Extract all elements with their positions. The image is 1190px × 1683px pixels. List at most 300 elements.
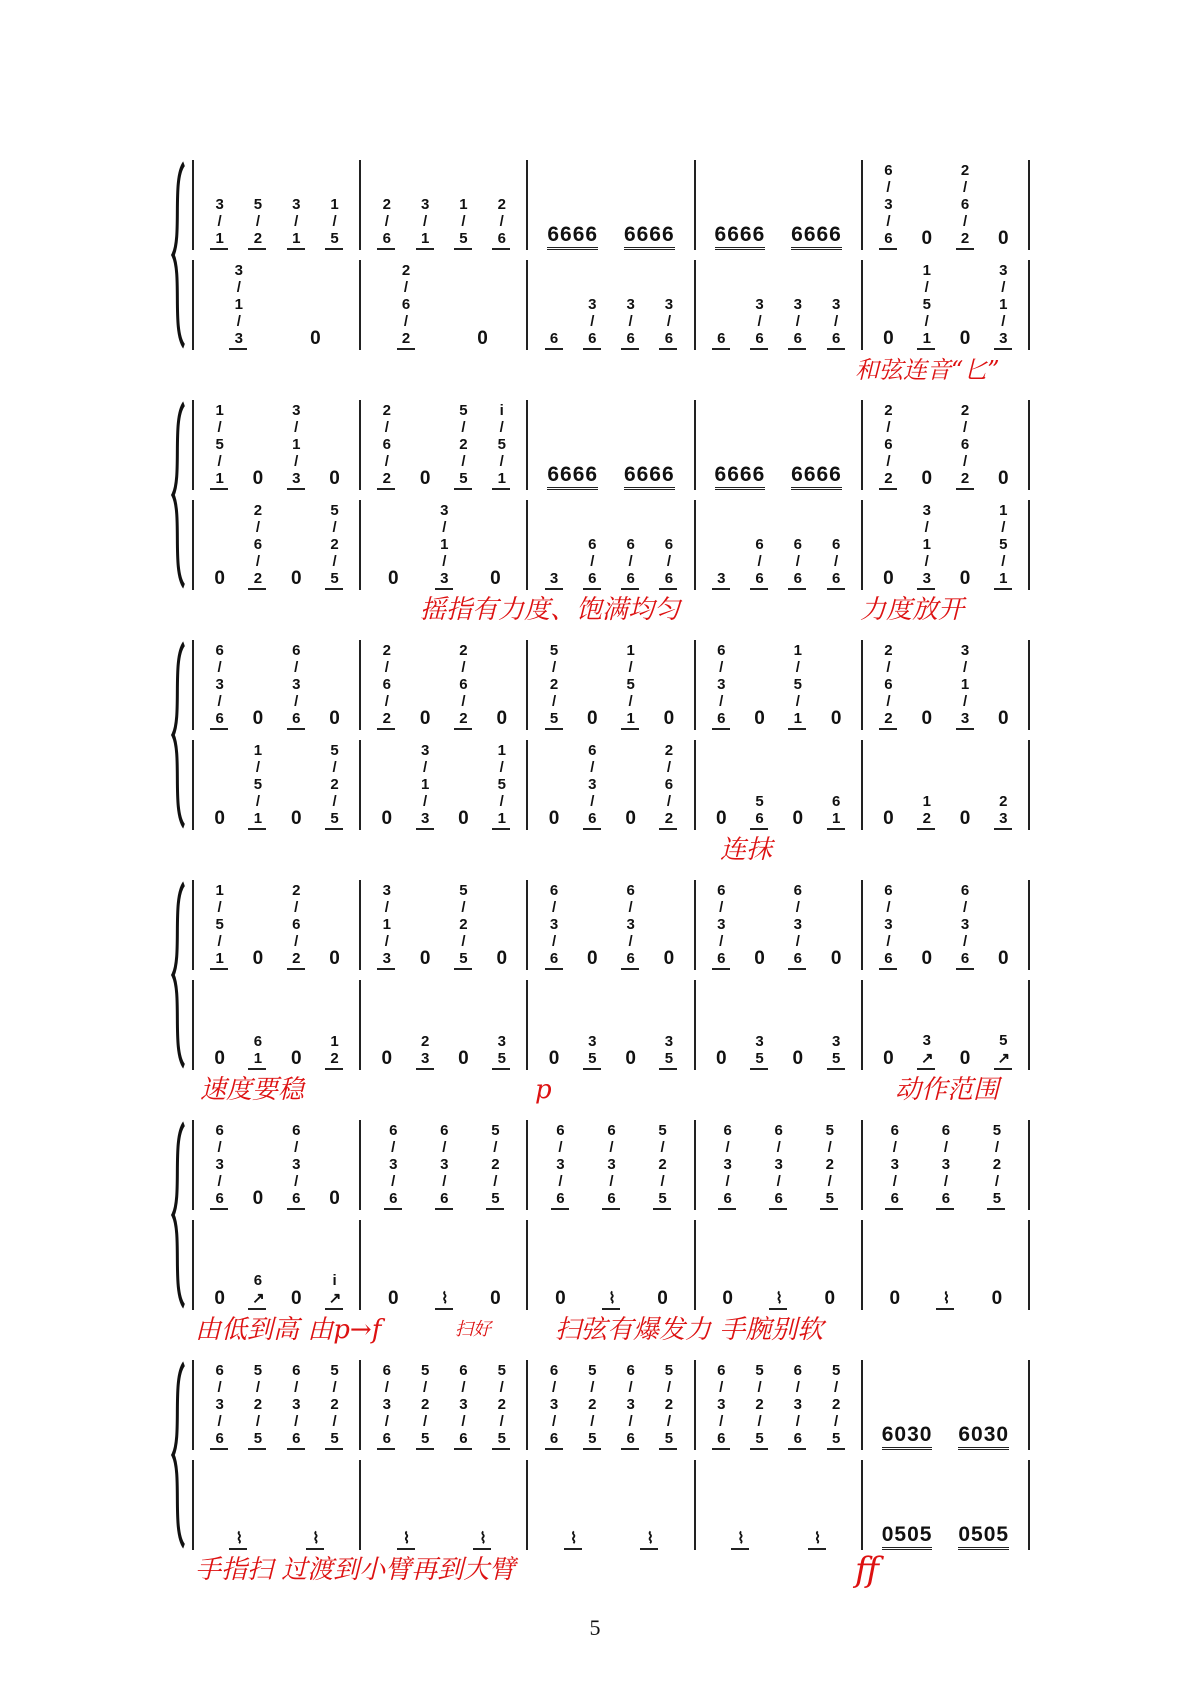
measure	[526, 1460, 693, 1550]
note-column: 6/3/6	[712, 642, 730, 730]
note-column: 0	[992, 948, 1014, 969]
note-column: 5/2/5	[659, 1362, 677, 1450]
note-column: 0	[414, 708, 436, 729]
note-column: 6/3/6	[602, 1122, 620, 1210]
lower-staff	[192, 500, 1030, 590]
note-column: 6/6	[788, 536, 806, 590]
note-column: ⌇	[602, 1289, 620, 1310]
note-column: 0	[787, 1048, 809, 1069]
note-column: 0	[954, 1048, 976, 1069]
note-column: 2/6/2	[377, 642, 395, 730]
note-column: 5/2/5	[454, 402, 472, 490]
brace-icon	[170, 1120, 188, 1310]
note-column: 6/6	[583, 536, 601, 590]
score-system	[170, 400, 1030, 590]
note-column: 23	[994, 793, 1012, 830]
annotation: 手指扫 过渡到小臂再到大臂	[195, 1555, 516, 1585]
lower-staff	[192, 740, 1030, 830]
note-column: 3	[712, 570, 730, 590]
note-column: ⌇	[229, 1529, 247, 1550]
note-column: 6/3/6	[936, 1122, 954, 1210]
note-group: 6666	[791, 223, 842, 250]
measure	[192, 1460, 359, 1550]
note-column: 0	[992, 708, 1014, 729]
note-column: 3/1/3	[377, 882, 395, 970]
note-column: 5/2/5	[248, 1362, 266, 1450]
note-column: 6/3/6	[788, 1362, 806, 1450]
note-column: 3/6	[788, 296, 806, 350]
note-column: 0	[986, 1288, 1008, 1309]
note-column: 3	[545, 570, 563, 590]
note-column: 6/3/6	[287, 1362, 305, 1450]
note-column: 6/6	[659, 536, 677, 590]
note-column: 5/2/5	[820, 1122, 838, 1210]
note-column: 23	[416, 1033, 434, 1070]
note-column: 0	[658, 948, 680, 969]
note-column: 6/3/6	[210, 642, 228, 730]
note-column: 0	[414, 948, 436, 969]
note-column: 1/5/1	[248, 742, 266, 830]
note-column: ⌇	[564, 1529, 582, 1550]
note-column: 6/3/6	[712, 1362, 730, 1450]
note-column: 0	[382, 1288, 404, 1309]
score-system	[170, 640, 1030, 830]
measure	[861, 400, 1030, 490]
note-column: 5/2/5	[486, 1122, 504, 1210]
note-column: 2/6/2	[659, 742, 677, 830]
measure	[861, 1460, 1030, 1550]
note-column: 0	[652, 1288, 674, 1309]
note-column: 6/3/6	[545, 1362, 563, 1450]
note-column: 1/5/1	[210, 402, 228, 490]
upper-staff	[192, 160, 1030, 250]
note-column: 0	[954, 328, 976, 349]
note-column: 3/1/3	[287, 402, 305, 490]
note-column: ⌇	[731, 1529, 749, 1550]
measure	[359, 880, 526, 970]
note-column: 0	[452, 808, 474, 829]
note-column: 6/3/6	[885, 1122, 903, 1210]
note-column: 3/6	[583, 296, 601, 350]
note-column: 0	[954, 568, 976, 589]
note-column: 0	[376, 808, 398, 829]
note-column: 6	[712, 330, 730, 350]
note-column: 1/5	[325, 196, 343, 250]
note-column: 6/3/6	[210, 1362, 228, 1450]
note-group: 6666	[547, 463, 598, 490]
note-column: ⌇	[306, 1529, 324, 1550]
note-column: 0	[710, 808, 732, 829]
brace-icon	[170, 640, 188, 830]
measure	[861, 740, 1030, 830]
annotation: 力度放开	[860, 595, 965, 625]
note-column: 0	[916, 708, 938, 729]
note-column: ⌇	[936, 1289, 954, 1310]
note-column: ⌇	[435, 1289, 453, 1310]
note-column: 0	[543, 1048, 565, 1069]
measure	[359, 740, 526, 830]
note-column: 0	[247, 1188, 269, 1209]
note-column: 35	[659, 1033, 677, 1070]
note-group: 6666	[624, 463, 675, 490]
note-column: 6/3/6	[377, 1362, 395, 1450]
note-group: 6666	[547, 223, 598, 250]
note-group: 6030	[882, 1423, 933, 1450]
annotation: 由低到高 由p→f	[195, 1315, 382, 1345]
brace-icon	[170, 880, 188, 1070]
note-column: 1/5/1	[917, 262, 935, 350]
note-column: 3/1	[416, 196, 434, 250]
note-column: 0	[749, 708, 771, 729]
note-column: 0	[916, 228, 938, 249]
note-column: 0	[581, 708, 603, 729]
note-column: 6/3/6	[287, 1122, 305, 1210]
note-column: 2/6/2	[287, 882, 305, 970]
measure	[192, 880, 359, 970]
measure	[861, 160, 1030, 250]
note-column: 0	[658, 708, 680, 729]
note-group: 6030	[958, 1423, 1009, 1450]
note-column: 5/2/5	[827, 1362, 845, 1450]
measure	[192, 980, 359, 1070]
note-column: 0	[285, 1288, 307, 1309]
note-column: 1/5	[454, 196, 472, 250]
measure	[526, 880, 693, 970]
measure	[359, 400, 526, 490]
measure	[526, 1220, 693, 1310]
note-column: 0	[787, 808, 809, 829]
note-column: 5/2/5	[653, 1122, 671, 1210]
measure	[359, 1220, 526, 1310]
note-column: 6/3/6	[879, 162, 897, 250]
note-column: 3/6	[827, 296, 845, 350]
note-column: 35	[827, 1033, 845, 1070]
measure	[359, 160, 526, 250]
note-column: 3/1/3	[435, 502, 453, 590]
note-column: 0	[620, 808, 642, 829]
note-column: 12	[325, 1033, 343, 1070]
note-column: 1/5/1	[210, 882, 228, 970]
annotation: 和弦连音“匕”	[855, 356, 1000, 384]
measure	[526, 1360, 693, 1450]
note-column: 6/3/6	[435, 1122, 453, 1210]
note-column: 0	[749, 948, 771, 969]
note-column: 0	[884, 1288, 906, 1309]
note-column: 0	[382, 568, 404, 589]
measure	[192, 500, 359, 590]
measure	[526, 500, 693, 590]
note-column: 5/2/5	[325, 1362, 343, 1450]
note-column: 2/6/2	[454, 642, 472, 730]
note-group: 6666	[715, 223, 766, 250]
upper-staff	[192, 1120, 1030, 1210]
note-column: ⌇	[473, 1529, 491, 1550]
note-column: 0	[581, 948, 603, 969]
measure	[861, 260, 1030, 350]
lower-staff	[192, 1220, 1030, 1310]
measure	[526, 980, 693, 1070]
measure	[694, 1120, 861, 1210]
brace-icon	[170, 1360, 188, 1550]
note-group: 6666	[624, 223, 675, 250]
annotation: 速度要稳	[200, 1075, 305, 1105]
note-column: 0	[304, 328, 326, 349]
note-column: 0	[247, 948, 269, 969]
annotation: 连抹	[720, 835, 773, 865]
note-column: 5/2/5	[416, 1362, 434, 1450]
note-column: 6/3/6	[788, 882, 806, 970]
note-column: 0	[484, 568, 506, 589]
note-column: 3/1	[210, 196, 228, 250]
note-column: 5/2/5	[750, 1362, 768, 1450]
note-column: 0	[376, 1048, 398, 1069]
note-column: 6/3/6	[384, 1122, 402, 1210]
upper-staff	[192, 400, 1030, 490]
measure	[694, 500, 861, 590]
annotation: 扫好	[455, 1319, 491, 1340]
measure	[359, 1460, 526, 1550]
note-column: 61	[827, 793, 845, 830]
note-column: 0	[620, 1048, 642, 1069]
measure	[694, 1460, 861, 1550]
note-column: 6/6	[750, 536, 768, 590]
measure	[359, 1360, 526, 1450]
note-column: 0	[209, 1048, 231, 1069]
note-column: 0	[209, 568, 231, 589]
measure	[526, 640, 693, 730]
note-column: 12	[917, 793, 935, 830]
note-column: 6↗	[248, 1272, 266, 1310]
note-column: 3/1/3	[416, 742, 434, 830]
measure	[192, 740, 359, 830]
measure	[192, 640, 359, 730]
note-column: 0	[247, 708, 269, 729]
note-column: 0	[825, 708, 847, 729]
note-column: 0	[916, 948, 938, 969]
note-column: 0	[877, 568, 899, 589]
brace-icon	[170, 160, 188, 350]
measure	[526, 260, 693, 350]
note-group: 6666	[791, 463, 842, 490]
annotation: 摇指有力度、饱满均匀	[420, 595, 681, 625]
note-column: 0	[209, 808, 231, 829]
note-column: 0	[992, 228, 1014, 249]
note-column: 3/1/3	[994, 262, 1012, 350]
note-column: 56	[750, 793, 768, 830]
measure	[192, 400, 359, 490]
note-group: 6666	[715, 463, 766, 490]
note-column: 5/2/5	[325, 742, 343, 830]
note-column: 0	[710, 1048, 732, 1069]
score-system	[170, 1120, 1030, 1310]
note-column: 0	[717, 1288, 739, 1309]
note-column: 1/5/1	[994, 502, 1012, 590]
annotation: 扫弦有爆发力 手腕别软	[555, 1315, 824, 1345]
measure	[694, 400, 861, 490]
measure	[526, 740, 693, 830]
note-column: 0	[324, 1188, 346, 1209]
note-column: 3/1/3	[229, 262, 247, 350]
note-column: 2/6/2	[956, 402, 974, 490]
note-column: 0	[324, 708, 346, 729]
measure	[694, 160, 861, 250]
note-column: 0	[916, 468, 938, 489]
note-column: 2/6/2	[397, 262, 415, 350]
note-column: 3/6	[659, 296, 677, 350]
measure	[861, 1220, 1030, 1310]
measure	[694, 640, 861, 730]
lower-staff	[192, 1460, 1030, 1550]
note-column: 6/6	[621, 536, 639, 590]
measure	[861, 1120, 1030, 1210]
measure	[526, 160, 693, 250]
measure	[192, 1360, 359, 1450]
note-column: 0	[247, 468, 269, 489]
score-system	[170, 1360, 1030, 1550]
note-column: 0	[819, 1288, 841, 1309]
note-column: 3/1/3	[917, 502, 935, 590]
note-column: 35	[750, 1033, 768, 1070]
annotation: p	[535, 1075, 552, 1105]
lower-staff	[192, 260, 1030, 350]
measure	[192, 1220, 359, 1310]
note-column: 6/3/6	[210, 1122, 228, 1210]
measure	[192, 260, 359, 350]
measure	[359, 260, 526, 350]
note-column: 6/3/6	[454, 1362, 472, 1450]
note-column: 6	[545, 330, 563, 350]
measure	[359, 500, 526, 590]
note-column: 2/6/2	[879, 402, 897, 490]
note-column: 0	[484, 1288, 506, 1309]
measure	[861, 1360, 1030, 1450]
note-column: 3/1	[287, 196, 305, 250]
note-column: 6/3/6	[956, 882, 974, 970]
measure	[694, 1360, 861, 1450]
note-column: 0	[549, 1288, 571, 1309]
note-column: 1/5/1	[492, 742, 510, 830]
note-column: ⌇	[769, 1289, 787, 1310]
note-column: 2/6	[492, 196, 510, 250]
annotation: ff	[855, 1550, 880, 1590]
measure	[694, 1220, 861, 1310]
note-column: 1/5/1	[621, 642, 639, 730]
note-column: 6/3/6	[718, 1122, 736, 1210]
upper-staff	[192, 880, 1030, 970]
note-column: 5↗	[994, 1032, 1012, 1070]
note-column: 0	[491, 948, 513, 969]
upper-staff	[192, 1360, 1030, 1450]
note-column: 2/6	[377, 196, 395, 250]
note-column: 6/3/6	[621, 1362, 639, 1450]
brace-icon	[170, 400, 188, 590]
measure	[694, 260, 861, 350]
note-column: 0	[414, 468, 436, 489]
measure	[861, 640, 1030, 730]
page-number: 5	[589, 1615, 601, 1640]
note-column: 5/2/5	[325, 502, 343, 590]
note-column: 5/2/5	[492, 1362, 510, 1450]
lower-staff	[192, 980, 1030, 1070]
measure	[359, 1120, 526, 1210]
note-column: 0	[954, 808, 976, 829]
measure	[359, 640, 526, 730]
note-column: 5/2/5	[583, 1362, 601, 1450]
note-column: 35	[492, 1033, 510, 1070]
note-column: 0	[324, 948, 346, 969]
note-column: 0	[285, 568, 307, 589]
annotation: 动作范围	[895, 1075, 1000, 1105]
note-column: 2/6/2	[956, 162, 974, 250]
note-column: 0	[877, 1048, 899, 1069]
measure	[861, 980, 1030, 1070]
note-column: 35	[583, 1033, 601, 1070]
measure	[694, 740, 861, 830]
note-column: 0	[209, 1288, 231, 1309]
note-column: 0	[491, 708, 513, 729]
note-column: 0	[877, 808, 899, 829]
note-column: 6/3/6	[769, 1122, 787, 1210]
measure	[526, 1120, 693, 1210]
note-column: 6/3/6	[712, 882, 730, 970]
note-column: 6/3/6	[621, 882, 639, 970]
note-column: 3↗	[917, 1032, 935, 1070]
measure	[526, 400, 693, 490]
upper-staff	[192, 640, 1030, 730]
note-column: 0	[285, 1048, 307, 1069]
note-column: 61	[248, 1033, 266, 1070]
note-group: 0505	[882, 1523, 933, 1550]
score-system	[170, 880, 1030, 1070]
note-column: 6/3/6	[287, 642, 305, 730]
note-column: 5/2/5	[454, 882, 472, 970]
measure	[861, 500, 1030, 590]
score-system	[170, 160, 1030, 350]
note-column: 3/1/3	[956, 642, 974, 730]
note-column: 0	[992, 468, 1014, 489]
note-column: 6/6	[827, 536, 845, 590]
note-column: 2/6/2	[248, 502, 266, 590]
note-column: 5/2	[248, 196, 266, 250]
note-column: i/5/1	[492, 402, 510, 490]
note-column: 0	[543, 808, 565, 829]
measure	[861, 880, 1030, 970]
note-column: 2/6/2	[879, 642, 897, 730]
note-column: 0	[472, 328, 494, 349]
note-column: 6/3/6	[545, 882, 563, 970]
note-column: 0	[452, 1048, 474, 1069]
note-column: 0	[324, 468, 346, 489]
measure	[192, 1120, 359, 1210]
note-column: 1/5/1	[788, 642, 806, 730]
note-column: 6/3/6	[879, 882, 897, 970]
note-column: 3/6	[621, 296, 639, 350]
note-column: i↗	[325, 1272, 343, 1310]
measure	[359, 980, 526, 1070]
note-column: ⌇	[397, 1529, 415, 1550]
note-column: 0	[285, 808, 307, 829]
note-column: 5/2/5	[987, 1122, 1005, 1210]
measure	[192, 160, 359, 250]
note-column: 0	[825, 948, 847, 969]
measure	[694, 980, 861, 1070]
note-column: ⌇	[640, 1529, 658, 1550]
note-column: 3/6	[750, 296, 768, 350]
note-column: 2/6/2	[377, 402, 395, 490]
note-group: 0505	[958, 1523, 1009, 1550]
note-column: 6/3/6	[583, 742, 601, 830]
measure	[694, 880, 861, 970]
